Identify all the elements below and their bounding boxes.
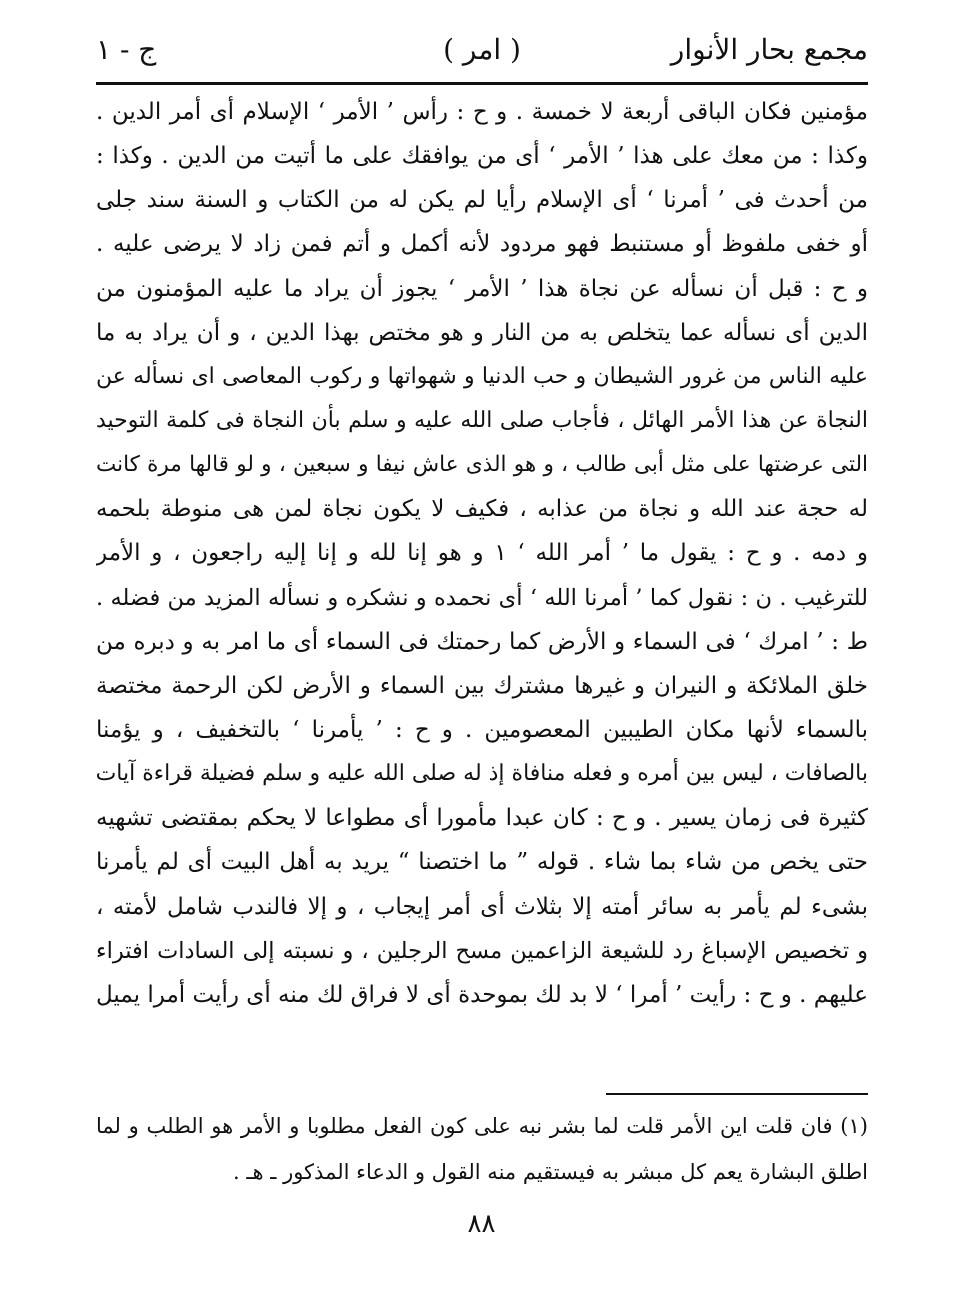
- text-line: التى عرضتها على مثل أبى طالب ، و هو الذى عاش نيفا و سبعين ، و لو قالها مرة كانت: [96, 452, 868, 478]
- text-line: كثيرة فى زمان يسير . و ح : كان عبدا مأمورا أى مطواعا لا يحكم بمقتضى تشهيه: [96, 805, 868, 832]
- text-line: ط : ’ امرك ‘ فى السماء و الأرض كما رحمتك فى السماء أى ما امر به و دبره من: [96, 628, 868, 655]
- footnote-line: (١) فان قلت اين الأمر قلت لما بشر نبه على كون الفعل مطلوبا و الأمر هو الطلب و لما: [96, 1114, 868, 1138]
- text-line: بالسماء لأنها مكان الطيبين المعصومين . و ح : ’ يأمرنا ‘ بالتخفيف ، و يؤمنا: [96, 716, 868, 743]
- text-line: خلق الملائكة و النيران و غيرها مشترك بين السماء و الأرض لكن الرحمة مختصة: [96, 672, 868, 699]
- text-line: بشىء لم يأمر به سائر أمته إلا بثلاث أى أمر إيجاب ، و إلا فالندب شامل لأمته ،: [96, 893, 868, 920]
- header-divider: [96, 82, 868, 85]
- text-line: للترغيب . ن : نقول كما ’ أمرنا الله ‘ أى نحمده و نشكره و نسأله المزيد من فضله .: [96, 584, 868, 611]
- text-line: و دمه . و ح : يقول ما ’ أمر الله ‘ ١ و هو إنا لله و إنا إليه راجعون ، و الأمر: [96, 540, 868, 567]
- footnotes: [96, 1103, 868, 1195]
- main-text: [96, 90, 868, 1017]
- text-line: مؤمنين فكان الباقى أربعة لا خمسة . و ح : رأس ’ الأمر ‘ الإسلام أى أمر الدين .: [96, 99, 868, 125]
- text-line: حتى يخص من شاء بما شاء . قوله ” ما اختصنا “ يريد به أهل البيت أى لم يأمرنا: [96, 849, 868, 876]
- text-line: عليه الناس من غرور الشيطان و حب الدنيا و شهواتها و ركوب المعاصى اى نسأله عن: [96, 363, 868, 389]
- text-line: له حجة عند الله و نجاة من عذابه ، فكيف لا يكون نجاة لمن هى منوطة بلحمه: [96, 496, 868, 523]
- page-header: [96, 26, 868, 76]
- entry-heading: ( امر ): [443, 33, 521, 66]
- text-line: بالصافات ، ليس بين أمره و فعله منافاة إذ له صلى الله عليه و سلم فضيلة قراءة آيات: [96, 761, 868, 787]
- text-line: عليهم . و ح : رأيت ’ أمرا ‘ لا بد لك بموحدة أى لا فراق لك منه أى رأيت أمرا يميل: [96, 981, 868, 1008]
- text-line: النجاة عن هذا الأمر الهائل ، فأجاب صلى الله عليه و سلم بأن النجاة فى كلمة التوحيد: [96, 407, 868, 433]
- page-number: ٨٨: [467, 1209, 496, 1239]
- book-title: مجمع بحار الأنوار: [670, 33, 868, 66]
- footnote-line: اطلق البشارة يعم كل مبشر به فيستقيم منه القول و الدعاء المذكور ـ هـ .: [232, 1160, 868, 1184]
- footnote-divider: [606, 1093, 868, 1095]
- volume-label: ج - ١: [96, 33, 157, 66]
- text-line: من أحدث فى ’ أمرنا ‘ أى الإسلام رأيا لم يكن له من الكتاب و السنة سند جلى: [96, 187, 868, 214]
- text-line: و تخصيص الإسباغ رد للشيعة الزاعمين مسح الرجلين ، و نسبته إلى السادات افتراء: [96, 937, 868, 964]
- text-line: وكذا : من معك على هذا ’ الأمر ‘ أى من يوافقك على ما أتيت من الدين . وكذا :: [96, 143, 868, 170]
- text-line: الدين أى نسأله عما يتخلص به من النار و هو مختص بهذا الدين ، و أن يراد به ما: [96, 319, 868, 346]
- text-line: و ح : قبل أن نسأله عن نجاة هذا ’ الأمر ‘ يجوز أن يراد ما عليه المؤمنون من: [96, 275, 868, 302]
- text-line: أو خفى ملفوظ أو مستنبط فهو مردود لأنه أكمل و أتم فمن زاد لا يرضى عليه .: [96, 231, 868, 258]
